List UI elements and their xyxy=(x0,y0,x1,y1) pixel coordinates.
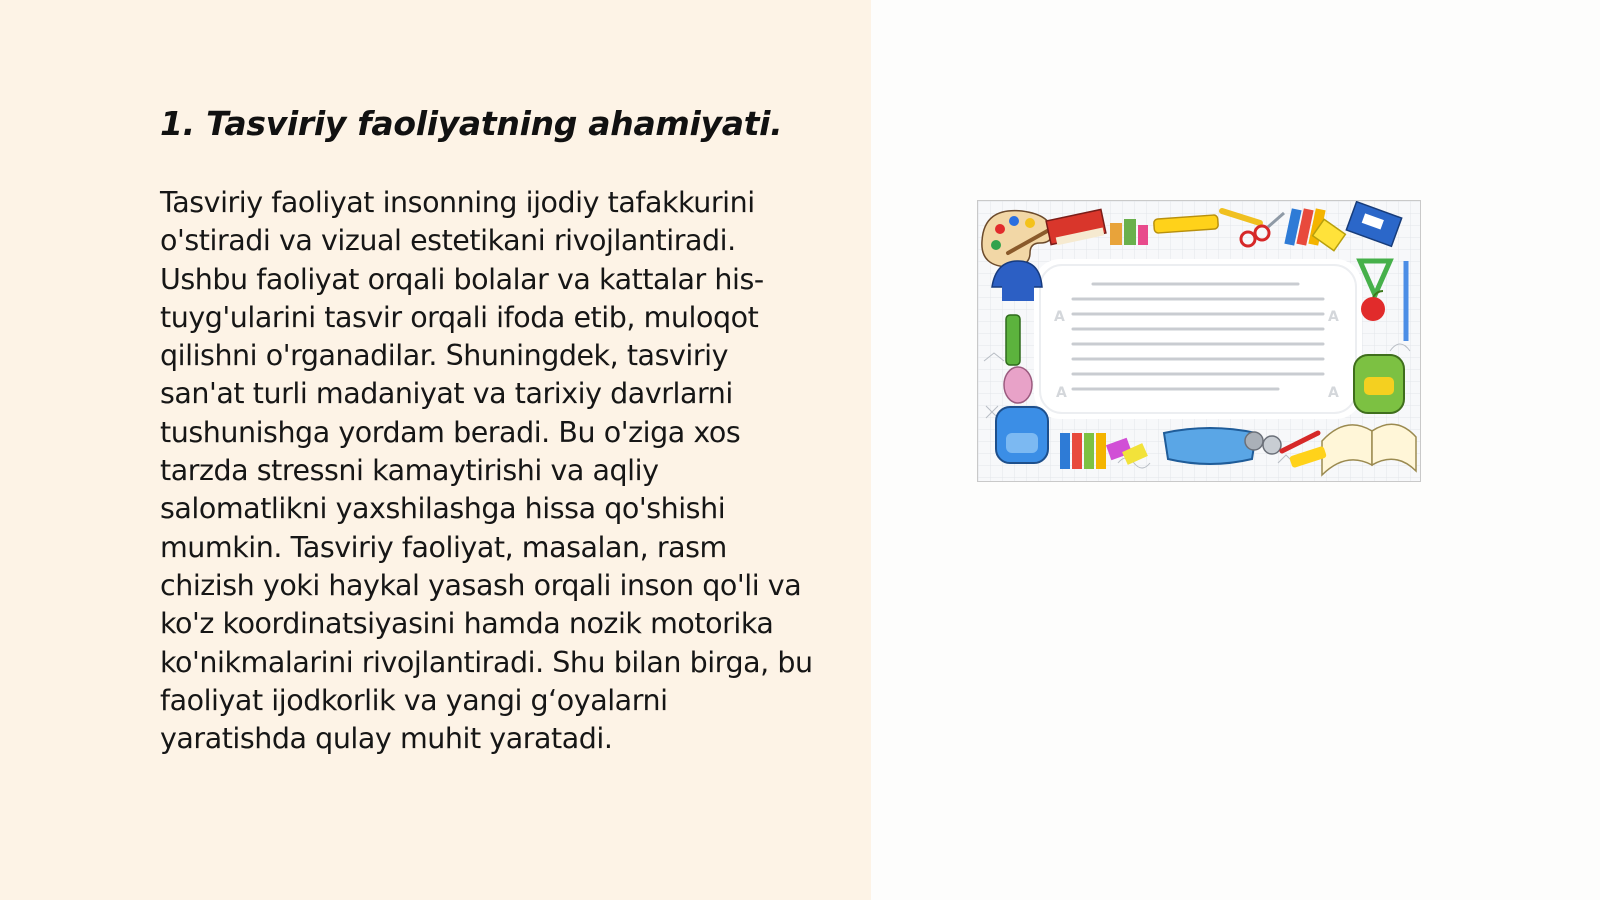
svg-text:A: A xyxy=(1328,385,1339,401)
slide-title: 1. Tasviriy faoliyatning ahamiyati. xyxy=(160,104,783,143)
slide-body-text: Tasviriy faoliyat insonning ijodiy tafakkurini o'stiradi va vizual estetikani rivojlantiradi. Ushbu faoliyat orqali bolalar va kattalar his-tuyg'ularini tasvir orqali ifoda etib, muloqot qilishni o'rganadilar. Shuningdek, tasviriy san'at turli madaniyat va tarixiy davrlarni tushunishga yordam beradi. Bu o'ziga xos tarzda stressni kamaytirishi va aqliy salomatlikni yaxshilashga hissa qo'shishi mumkin. Tasviriy faoliyat, masalan, rasm chizish yoki haykal yasash orqali inson qo'li va ko'z koordinatsiyasini hamda nozik motorika ko'nikmalarini rivojlantiradi. Shu bilan birga, bu faoliyat ijodkorlik va yangi g‘oyalarni yaratishda qulay muhit yaratadi. xyxy=(160,186,813,756)
school-supplies-frame-icon xyxy=(978,201,1420,481)
school-supplies-illustration xyxy=(977,200,1421,482)
svg-text:A: A xyxy=(1328,309,1339,325)
svg-text:A: A xyxy=(1054,309,1065,325)
svg-text:A: A xyxy=(1056,385,1067,401)
